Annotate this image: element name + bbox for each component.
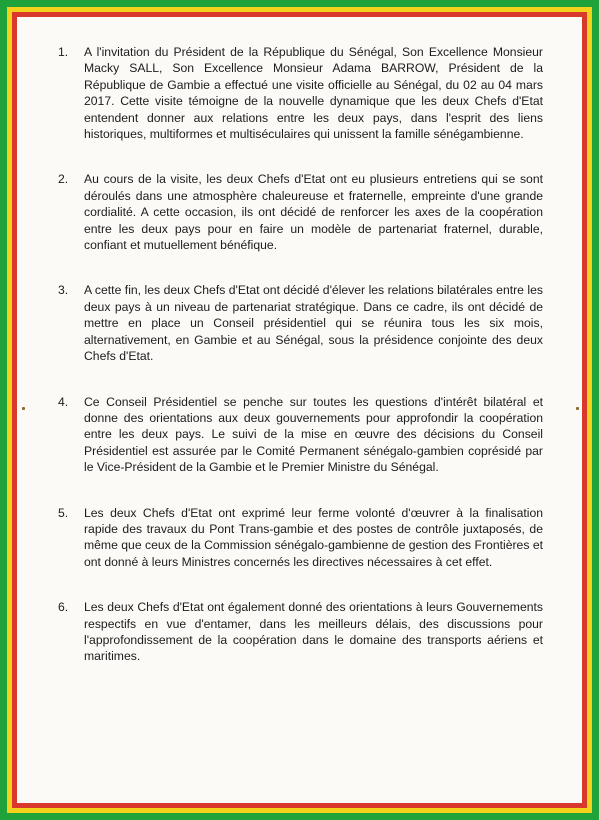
item-text: Au cours de la visite, les deux Chefs d'Etat ont eu plusieurs entretiens qui se sont déroulés dans une atmosphère chaleureuse et fraternelle, empreinte d'une grande cordialité. A cette occasion, ils ont décidé de renforcer les axes de la coopération entre les deux pays pour en faire un modèle de partenariat fraternel, durable, confiant et mutuellement bénéfique. bbox=[84, 172, 543, 253]
item-number: 1. bbox=[58, 45, 69, 59]
document-body bbox=[58, 44, 543, 694]
item-text: Les deux Chefs d'Etat ont exprimé leur ferme volonté d'œuvrer à la finalisation rapide des travaux du Pont Trans-gambie et des postes de contrôle juxtaposés, de même que ceux de la Commission sénégalo-gambienne de gestion des Frontières et ont donné à leurs Ministres concernés les directives nécessaires à cet effet. bbox=[84, 505, 543, 569]
margin-mark bbox=[22, 407, 25, 410]
item-number: 3. bbox=[58, 283, 69, 298]
margin-mark bbox=[576, 407, 579, 410]
item-number: 2. bbox=[58, 172, 69, 187]
item-text: Ce Conseil Présidentiel se penche sur toutes les questions d'intérêt bilatéral et donne des orientations aux deux gouvernements pour approfondir la coopération entre les deux pays. Le suivi de la mise en œuvre des décisions du Conseil Présidentiel est assurée par le Comité Permanent sénégalo-gambien coprésidé par le Vice-Président de la Gambie et le Premier Ministre du Sénégal. bbox=[84, 394, 543, 475]
list-item bbox=[58, 171, 543, 253]
item-text: A cette fin, les deux Chefs d'Etat ont décidé d'élever les relations bilatérales entre les deux pays à un niveau de partenariat stratégique. Dans ce cadre, ils ont décidé de mettre en place un Conseil présidentiel qui se réunira tous les six mois, alternativement, en Gambie et au Sénégal, sous la présidence conjointe des deux Chefs d'Etat. bbox=[84, 283, 543, 364]
list-item bbox=[58, 394, 543, 476]
list-item bbox=[58, 505, 543, 571]
list-item bbox=[58, 44, 543, 142]
list-item bbox=[58, 282, 543, 364]
item-number: 4. bbox=[58, 394, 69, 409]
item-text: A l'invitation du Président de la République du Sénégal, Son Excellence Monsieur Macky SALL, Son Excellence Monsieur Adama BARROW, Président de la République de Gambie a effectué une visite officielle au Sénégal, du 02 au 04 mars 2017. Cette visite témoigne de la nouvelle dynamique que les deux Chefs d'Etat entendent donner aux relations entre les deux pays, dans l'esprit des liens historiques, multiformes et multiséculaires qui unissent la famille sénégambienne. bbox=[84, 45, 543, 142]
item-text: Les deux Chefs d'Etat ont également donné des orientations à leurs Gouvernements respectifs en vue d'entamer, dans les meilleurs délais, des discussions pour l'approfondissement de la coopération dans le domaine des transports aériens et maritimes. bbox=[84, 600, 543, 664]
item-number: 6. bbox=[58, 600, 69, 615]
item-number: 5. bbox=[58, 505, 69, 520]
list-item bbox=[58, 599, 543, 665]
